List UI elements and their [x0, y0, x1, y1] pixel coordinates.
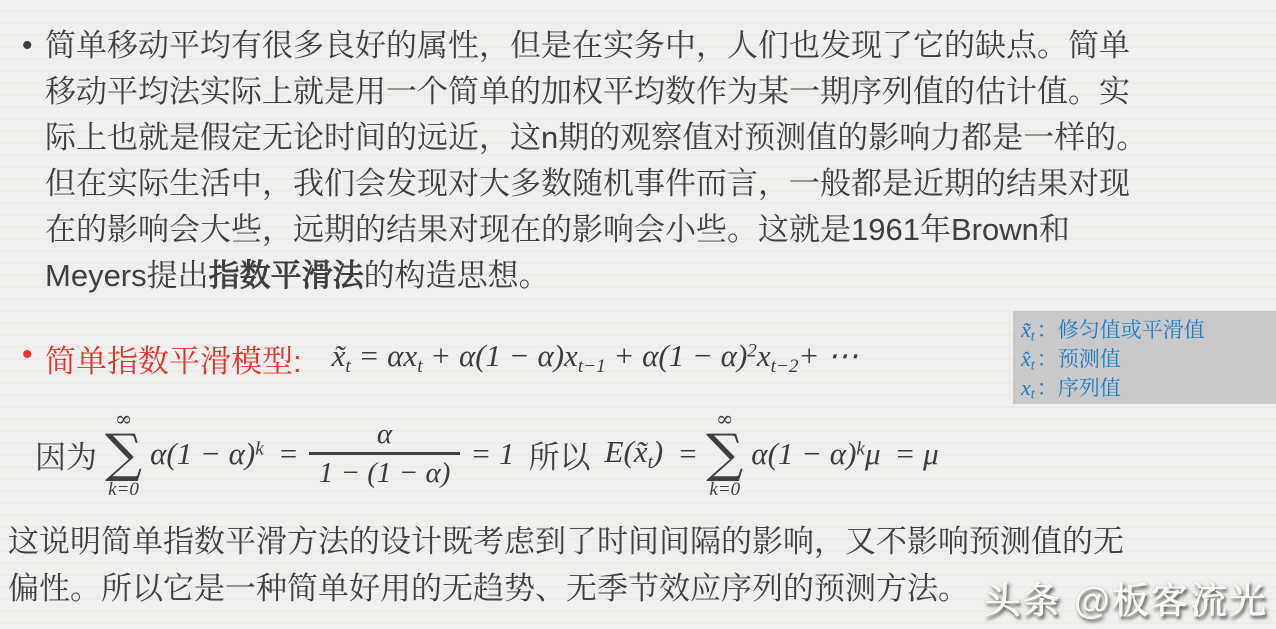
sum-upper-limit: ∞ — [715, 407, 734, 432]
math-sup: 2 — [747, 340, 757, 362]
paragraph-line: 际上也就是假定无论时间的远近，这n期的观察值对预测值的影响力都是一样的。 — [45, 120, 1148, 155]
legend-separator: ： — [1036, 319, 1058, 342]
legend-item-series-value — [1021, 372, 1276, 401]
sum-body: $\alpha(1 - \alpha)^k$ — [150, 436, 264, 471]
sigma-icon: ∑ — [706, 424, 744, 485]
sum-upper-limit: ∞ — [114, 407, 133, 432]
model-heading: 简单指数平滑模型: — [45, 343, 302, 379]
legend-separator: ： — [1036, 377, 1058, 400]
equals-one: = 1 — [470, 436, 515, 471]
line-text: 的构造思想。 — [363, 258, 550, 293]
bold-term-exponential-smoothing: 指数平滑法 — [208, 258, 364, 293]
paragraph-line: 在的影响会大些，远期的结果对现在的影响会小些。这就是1961年Brown和 — [45, 212, 1070, 247]
equals-mu: = μ — [894, 436, 939, 471]
equals-sign: = — [677, 436, 699, 471]
paragraph-line — [45, 253, 1147, 299]
sum-lower-limit: k=0 — [709, 478, 741, 500]
variable-legend-box — [1013, 311, 1276, 404]
paragraph-line: 这说明简单指数平滑方法的设计既考虑到了时间间隔的影响，又不影响预测值的无 — [8, 524, 1124, 559]
because-word: 因为 — [35, 439, 97, 475]
math-symbol: $x_t$ — [1021, 375, 1035, 403]
legend-item-forecast-value — [1021, 343, 1276, 372]
math-token: x̃ — [331, 338, 346, 374]
math-sub: t−2 — [770, 355, 799, 377]
math-symbol: $x̃_t$ — [1021, 317, 1035, 345]
bullet-marker: • — [22, 29, 33, 62]
paragraph-conclusion — [8, 518, 1124, 612]
math-token: = αx — [350, 338, 418, 374]
fraction-denominator: 1 − (1 − α) — [309, 452, 461, 490]
math-token: + α(1 − α)x — [422, 338, 578, 374]
sigma-icon: ∑ — [105, 424, 143, 485]
math-token: x — [756, 338, 771, 374]
legend-description: 序列值 — [1057, 377, 1121, 400]
math-sub: t — [345, 355, 351, 377]
paragraph-line: 偏性。所以它是一种简单好用的无趋势、无季节效应序列的预测方法。 — [8, 571, 969, 606]
summation-symbol — [706, 409, 743, 498]
paragraph-line: 移动平均法实际上就是用一个简单的加权平均数作为某一期序列值的估计值。实 — [45, 74, 1130, 109]
summation-symbol — [105, 409, 142, 498]
watermark: 头条 @板客流光 — [983, 580, 1268, 621]
math-symbol: $x̂_t$ — [1021, 346, 1035, 374]
math-sub: t−1 — [577, 355, 606, 377]
math-token: + α(1 − α) — [605, 338, 748, 374]
fraction-numerator: α — [376, 418, 393, 451]
model-formula-row — [45, 330, 858, 386]
legend-separator: ： — [1036, 348, 1058, 371]
paragraph-line: 简单移动平均有很多良好的属性，但是在实务中，人们也发现了它的缺点。简单 — [45, 28, 1130, 63]
model-formula — [332, 338, 859, 378]
so-word: 所以 — [528, 439, 591, 475]
legend-description: 预测值 — [1057, 348, 1121, 371]
line-text: Meyers提出 — [45, 258, 209, 293]
paragraph-line: 但在实际生活中，我们会发现对大多数随机事件而言，一般都是近期的结果对现 — [45, 166, 1130, 201]
sum-lower-limit: k=0 — [108, 478, 139, 500]
paragraph-moving-average — [45, 23, 1147, 299]
expectation-term: $E(x̃_t)$ — [604, 434, 664, 473]
math-sub: t — [417, 355, 423, 377]
fraction — [309, 418, 461, 490]
bullet-marker: • — [22, 338, 33, 371]
legend-item-smoothed-value — [1021, 314, 1276, 343]
legend-description: 修匀值或平滑值 — [1057, 319, 1205, 342]
math-token: + ⋯ — [798, 338, 859, 374]
sum-body: $\alpha(1 - \alpha)^k\mu$ — [751, 436, 881, 471]
equals-sign: = — [277, 436, 299, 471]
derivation-equation-row — [35, 398, 939, 510]
